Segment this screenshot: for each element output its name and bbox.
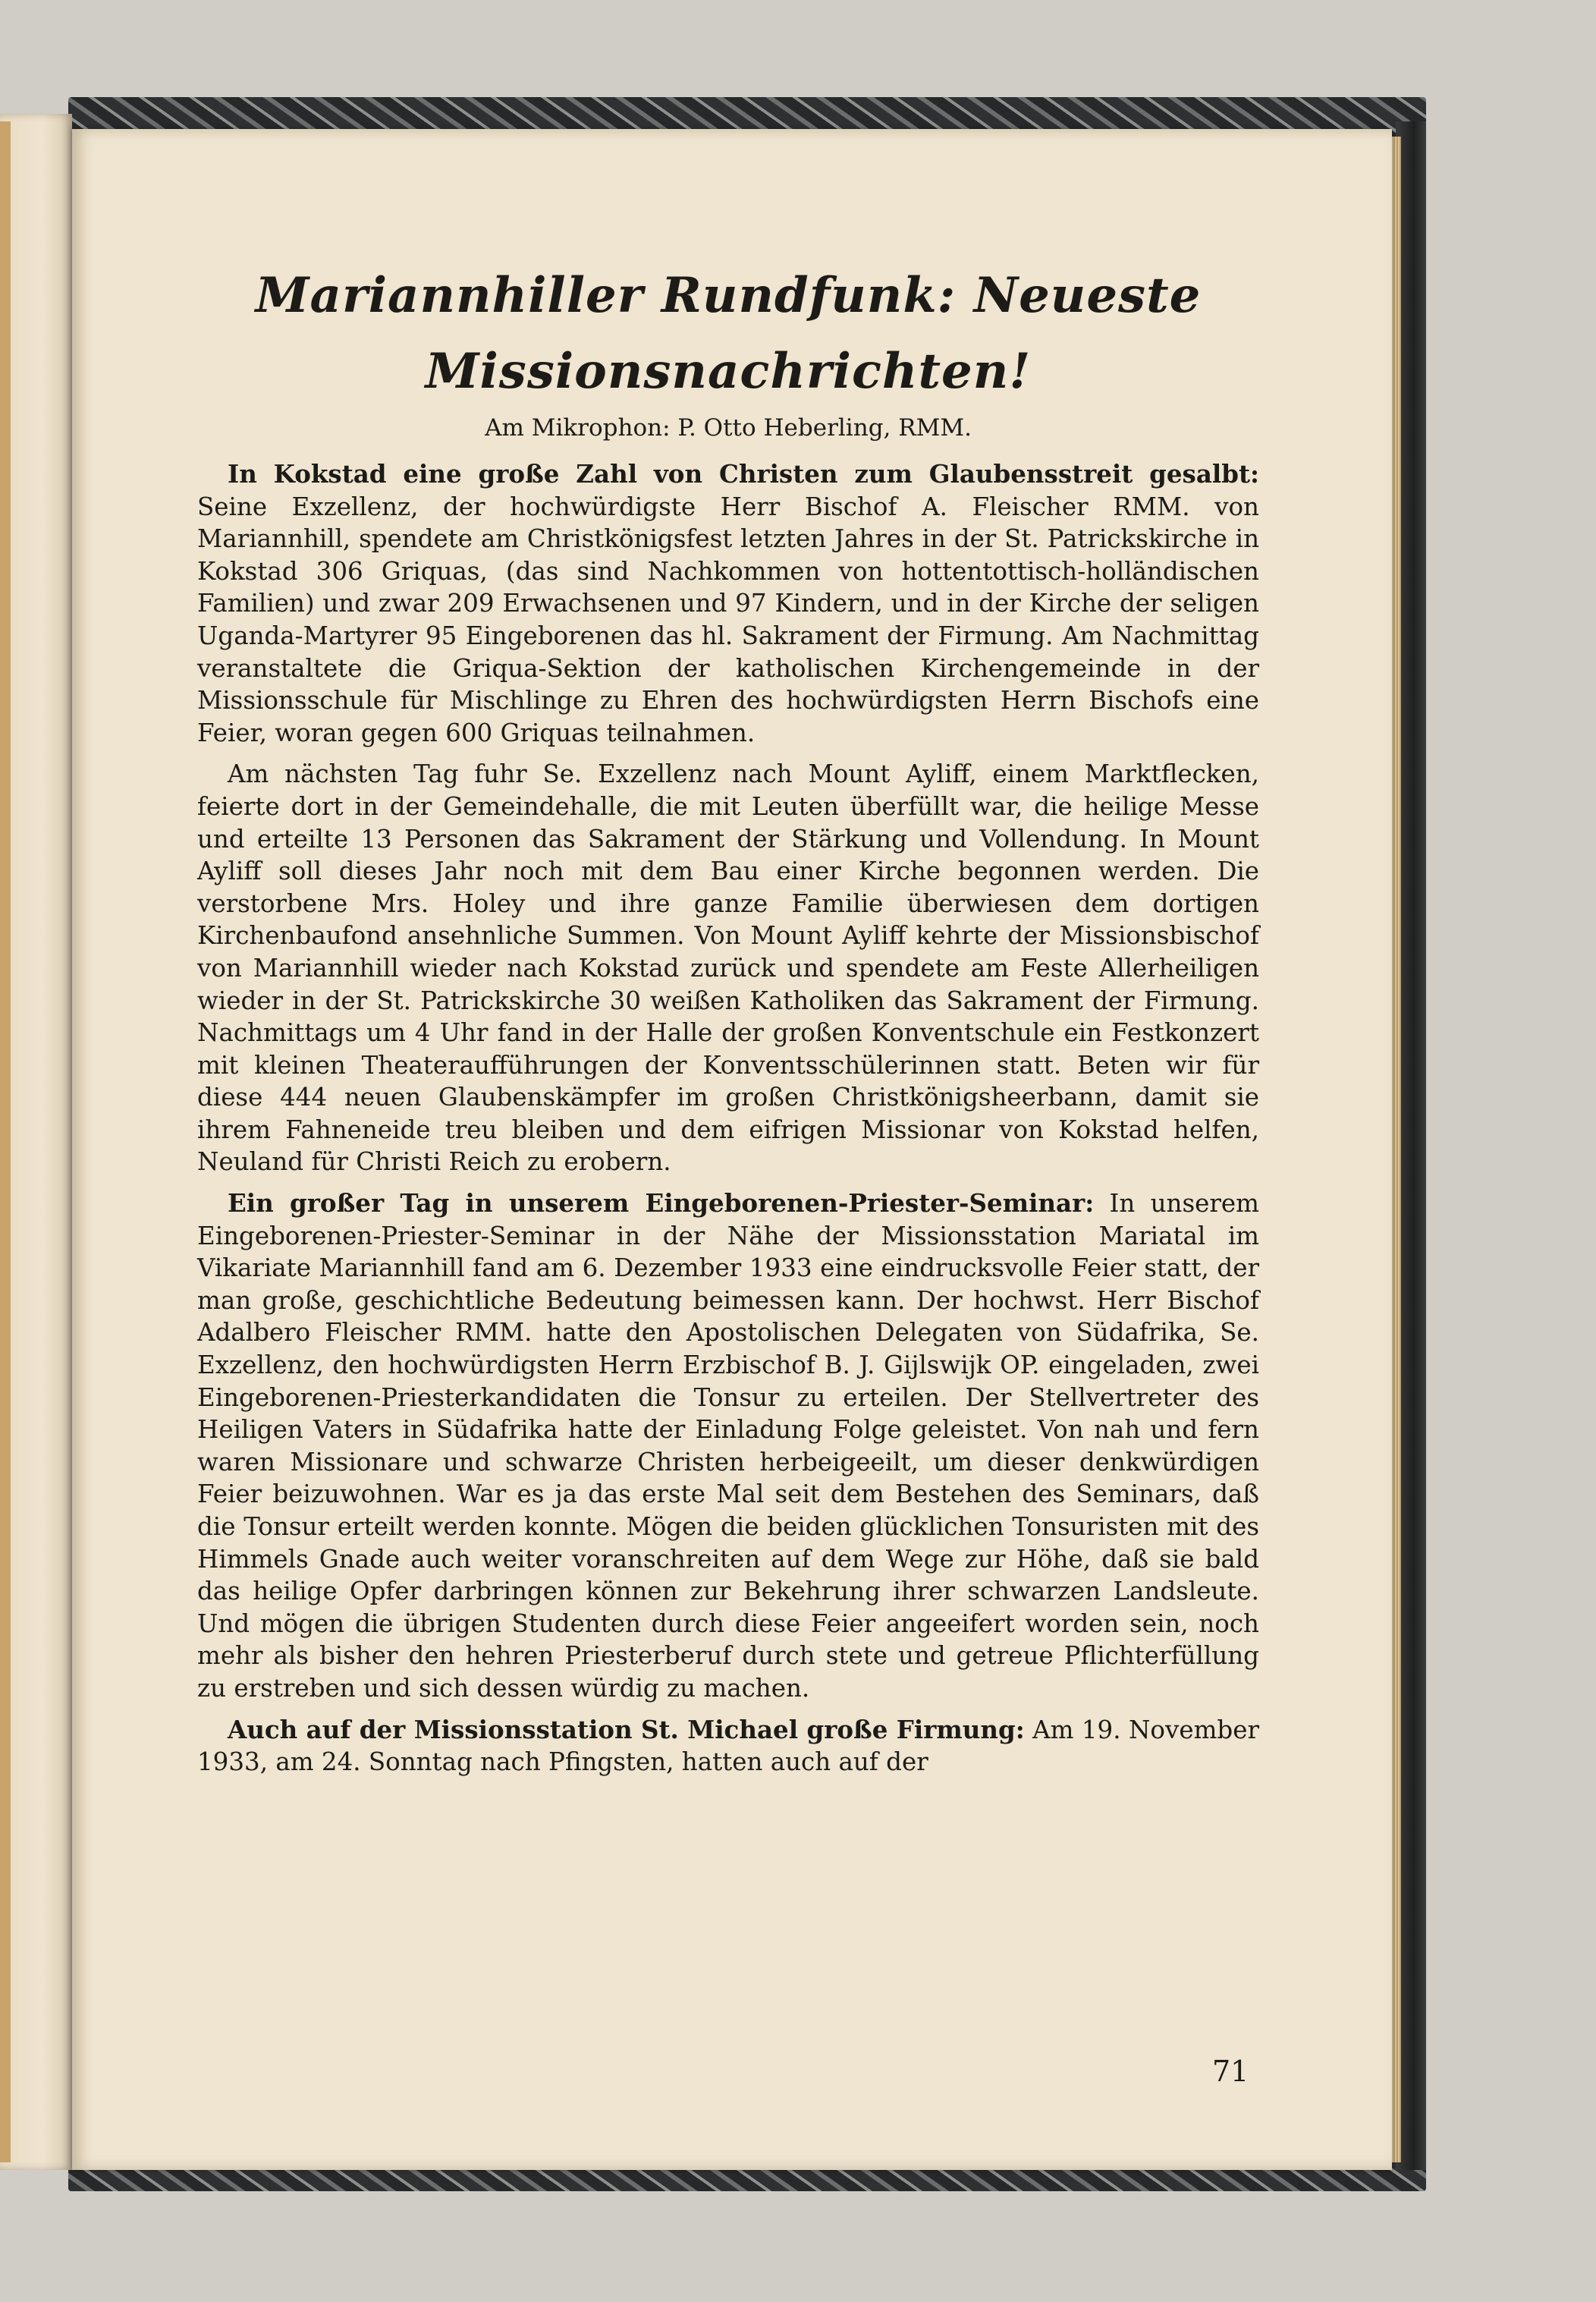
paragraph-kokstad xyxy=(197,458,1259,749)
article-title xyxy=(197,258,1259,410)
title-line-1: Mariannhiller Rundfunk: Neueste xyxy=(255,267,1202,324)
title-line-2: Missionsnachrichten! xyxy=(425,343,1032,400)
byline: Am Mikrophon: P. Otto Heberling, RMM. xyxy=(485,414,972,442)
article xyxy=(197,258,1259,1788)
paragraph-st-michael xyxy=(197,1714,1259,1778)
paragraph-heading: Auch auf der Missionsstation St. Michael große Firmung: xyxy=(228,1714,1025,1744)
paragraph-text: Am 19. November 1933, am 24. Sonntag nach Pfingsten, hatten auch auf der xyxy=(197,1715,1259,1777)
page-number: 71 xyxy=(1212,2055,1249,2088)
paragraph-heading: In Kokstad eine große Zahl von Christen zum Glaubensstreit gesalbt: xyxy=(228,459,1259,489)
paragraph-heading: Ein großer Tag in unserem Eingeborenen-Priester-Seminar: xyxy=(228,1188,1095,1219)
paragraph-seminar xyxy=(197,1187,1259,1705)
paragraph-mount-ayliff xyxy=(197,758,1259,1178)
left-page-cut-edge xyxy=(0,121,11,2162)
paragraph-text: Am nächsten Tag fuhr Se. Exzellenz nach Mount Ayliff, einem Marktflecken, feierte dort in der Gemeindehalle, die mit Leuten überfüllt war, die heilige Messe und erteilte 13 Personen das Sakrament der Stärkung und Vollendung. In Mount Ayliff soll dieses Jahr noch mit dem Bau einer Kirche begonnen werden. Die verstorbene Mrs. Holey und ihre ganze Familie überwiesen dem dortigen Kirchenbaufond ansehnliche Summen. Von Mount Ayliff kehrte der Missionsbischof von Mariannhill wieder nach Kokstad zurück und spendete am Feste Allerheiligen wieder in der St. Patrickskirche 30 weißen Katholiken das Sakrament der Firmung. Nachmittags um 4 Uhr fand in der Halle der großen Konventschule ein Festkonzert mit kleinen Theateraufführungen der Konventsschülerinnen statt. Beten wir für diese 444 neuen Glaubenskämpfer im großen Christkönigsheerbann, damit sie ihrem Fahneneide treu bleiben und dem eifrigen Missionar von Kokstad helfen, Neuland für Christi Reich zu erobern. xyxy=(197,759,1259,1177)
page-stack-edge xyxy=(1392,137,1401,2162)
paragraph-text: In unserem Eingeborenen-Priester-Seminar in der Nähe der Missionsstation Mariatal im Vikariate Mariannhill fand am 6. Dezember 1933 eine eindrucksvolle Feier statt, der man große, geschichtliche Bedeutung beimessen kann. Der hochwst. Herr Bischof Adalbero Fleischer RMM. hatte den Apostolischen Delegaten von Südafrika, Se. Exzellenz, den hochwürdigsten Herrn Erzbischof B. J. Gijlswijk OP. eingeladen, zwei Eingeborenen-Priesterkandidaten die Tonsur zu erteilen. Der Stellvertreter des Heiligen Vaters in Südafrika hatte der Einladung Folge geleistet. Von nah und fern waren Missionare und schwarze Christen herbeigeeilt, um dieser denkwürdigen Feier beizuwohnen. War es ja das erste Mal seit dem Bestehen des Seminars, daß die Tonsur erteilt werden konnte. Mögen die beiden glücklichen Tonsuristen mit des Himmels Gnade auch weiter voranschreiten auf dem Wege zur Höhe, daß sie bald das heilige Opfer darbringen können zur Bekehrung ihrer schwarzen Landsleute. Und mögen die übrigen Studenten durch diese Feier angeeifert worden sein, noch mehr als bisher den hehren Priesterberuf durch stete und getreue Pflichterfüllung zu erstreben und sich dessen würdig zu machen. xyxy=(197,1189,1259,1703)
paragraph-text: Seine Exzellenz, der hochwürdigste Herr Bischof A. Fleischer RMM. von Mariannhill, spendete am Christkönigsfest letzten Jahres in der St. Patrickskirche in Kokstad 306 Griquas, (das sind Nachkommen von hottentottisch-holländischen Familien) und zwar 209 Erwachsenen und 97 Kindern, und in der Kirche der seligen Uganda-Martyrer 95 Eingeborenen das hl. Sakrament der Firmung. Am Nachmittag veranstaltete die Griqua-Sektion der katholischen Kirchengemeinde in der Missionsschule für Mischlinge zu Ehren des hochwürdigsten Herrn Bischofs eine Feier, woran gegen 600 Griquas teilnahmen. xyxy=(197,492,1259,747)
left-page-edge xyxy=(0,114,72,2170)
